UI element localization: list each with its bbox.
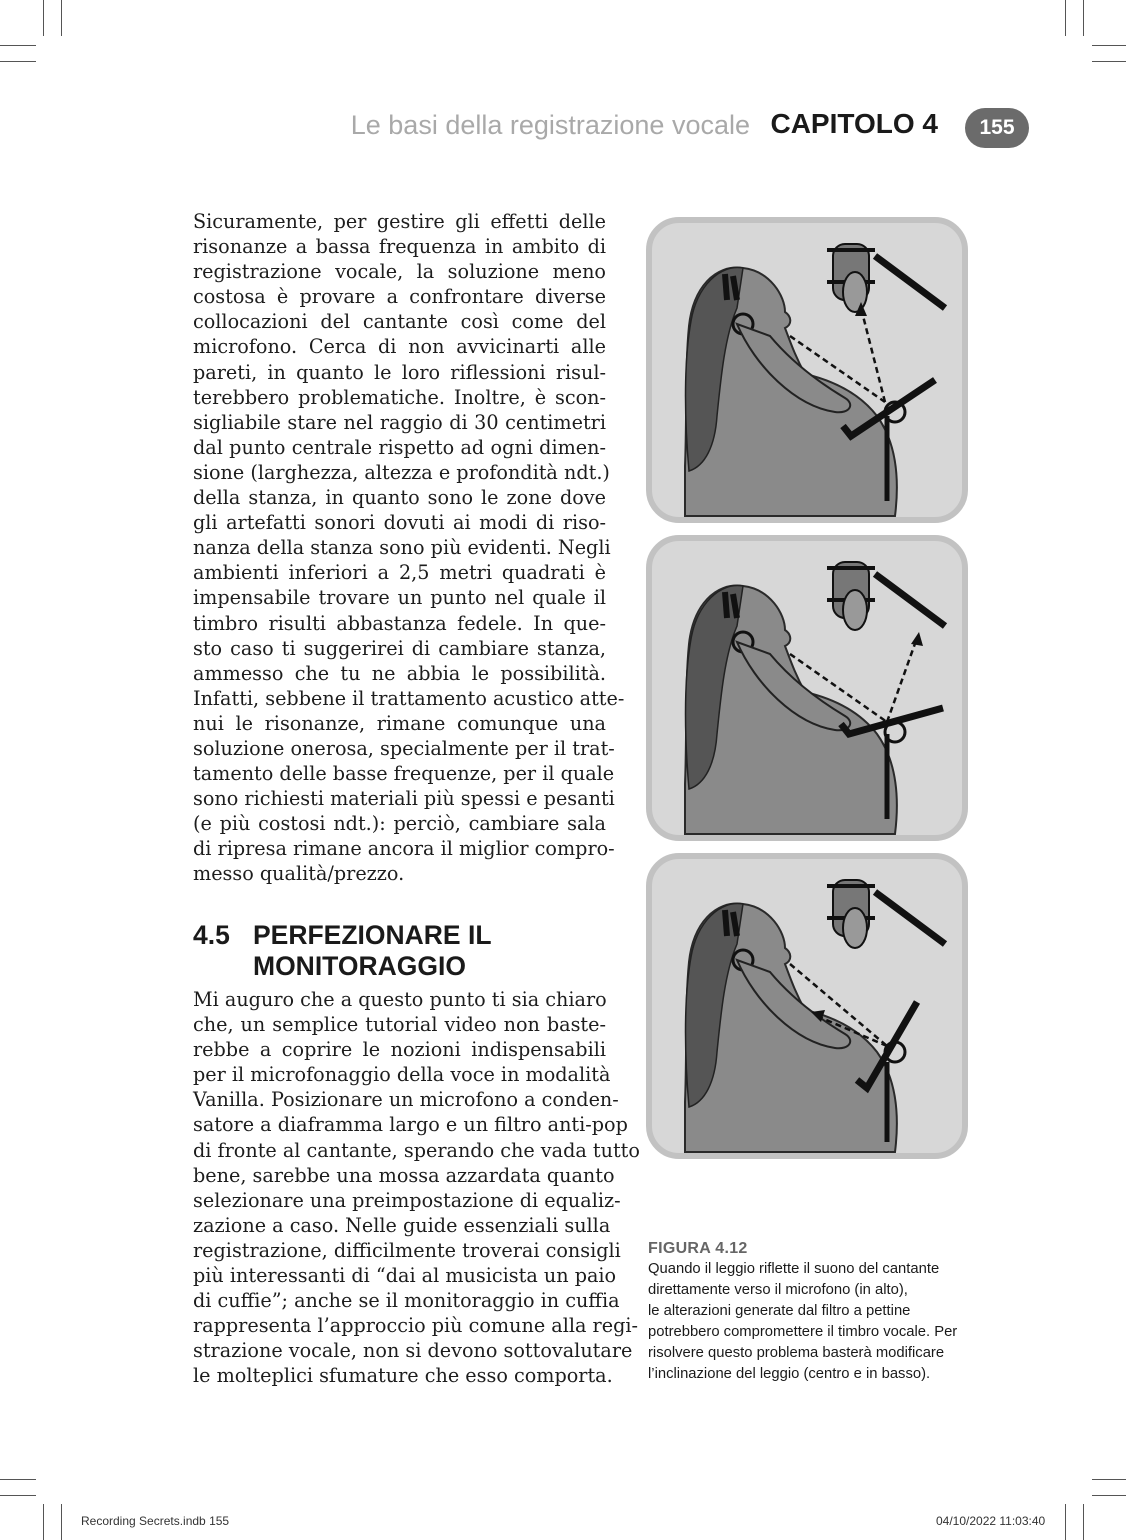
crop-mark — [1092, 45, 1126, 46]
text-line: di fronte al cantante, sperando che vada tutto — [193, 1138, 640, 1162]
text-line: tamento delle basse frequenze, per il quale — [193, 762, 615, 786]
crop-mark — [61, 1504, 62, 1540]
body-paragraph — [193, 987, 640, 1389]
chapter-label: CAPITOLO 4 — [770, 108, 938, 139]
text-line: sto caso ti suggerirei di cambiare stanza, — [193, 636, 606, 660]
text-line: Infatti, sebbene il trattamento acustico atte- — [193, 686, 625, 710]
text-line: Mi auguro che a questo punto ti sia chiaro — [193, 988, 607, 1011]
section-title-line-1: PERFEZIONARE IL — [253, 920, 492, 950]
text-line: sono richiesti materiali più spessi e pesanti — [193, 787, 615, 811]
crop-mark — [0, 1479, 36, 1480]
text-line: satore a diaframma largo e un filtro anti-pop — [193, 1113, 628, 1137]
section-title-line-2: MONITORAGGIO — [253, 951, 466, 981]
page-number-badge: 155 — [965, 108, 1029, 148]
text-line: Sicuramente, per gestire gli effetti delle — [193, 210, 606, 233]
footer-file-info: Recording Secrets.indb 155 — [81, 1514, 230, 1528]
text-line: gli artefatti sonori dovuti ai modi di riso- — [193, 511, 606, 535]
crop-mark — [1083, 0, 1084, 36]
figure-panel-middle — [645, 534, 969, 842]
text-line: registrazione, difficilmente troverai consigli — [193, 1238, 621, 1262]
running-header — [0, 106, 1126, 150]
section-number: 4.5 — [193, 920, 230, 950]
text-line: registrazione vocale, la soluzione meno — [193, 260, 606, 284]
figure-caption — [648, 1240, 978, 1385]
caption-text — [648, 1259, 978, 1385]
text-line: per il microfonaggio della voce in modalità — [193, 1063, 611, 1087]
text-line: di ripresa rimane ancora il miglior compro- — [193, 837, 615, 861]
text-line: (e più costosi ndt.): perciò, cambiare sala — [193, 812, 606, 836]
text-line: ammesso che tu ne abbia le possibilità. — [193, 661, 606, 685]
text-line: dal punto centrale rispetto ad ogni dimen- — [193, 435, 606, 459]
text-line: Quando il leggio riflette il suono del cantante — [648, 1261, 940, 1277]
crop-mark — [1092, 1479, 1126, 1480]
text-line: selezionare una preimpostazione di equaliz- — [193, 1188, 621, 1212]
text-line: nanza della stanza sono più evidenti. Negli — [193, 536, 611, 560]
text-line: sigliabile stare nel raggio di 30 centimetri — [193, 410, 606, 434]
text-line: strazione vocale, non si devono sottovalutare — [193, 1339, 633, 1363]
text-line: più interessanti di “dai al musicista un paio — [193, 1264, 617, 1288]
text-line: pareti, in quanto le loro riflessioni risul- — [193, 360, 606, 384]
text-line: di cuffie”; anche se il monitoraggio in cuffia — [193, 1289, 620, 1313]
text-line: impensabile trovare un punto nel quale il — [193, 586, 606, 610]
crop-mark — [1092, 61, 1126, 62]
text-line: bene, sarebbe una mossa azzardata quanto — [193, 1163, 615, 1187]
figure-panel-bottom — [645, 852, 969, 1160]
text-line: rappresenta l’approccio più comune alla regi- — [193, 1314, 638, 1338]
text-line: risonanze a bassa frequenza in ambito di — [193, 235, 606, 259]
text-line: ambienti inferiori a 2,5 metri quadrati è — [193, 561, 606, 585]
text-line: risolvere questo problema basterà modificare — [648, 1345, 945, 1361]
crop-mark — [43, 1504, 44, 1540]
text-line: della stanza, in quanto sono le zone dove — [193, 486, 606, 510]
text-line: le molteplici sfumature che esso comporta. — [193, 1364, 613, 1388]
chapter-subtitle: Le basi della registrazione vocale — [350, 110, 750, 140]
crop-mark — [0, 1495, 36, 1496]
figure-panel-top — [645, 216, 969, 524]
crop-mark — [0, 61, 36, 62]
crop-mark — [1065, 1504, 1066, 1540]
text-line: direttamente verso il microfono (in alto), — [648, 1282, 908, 1298]
crop-mark — [1092, 1495, 1126, 1496]
crop-mark — [1065, 0, 1066, 36]
text-line: terebbero problematiche. Inoltre, è scon- — [193, 385, 606, 409]
text-line: sione (larghezza, altezza e profondità ndt.) — [193, 460, 610, 484]
text-line: microfono. Cerca di non avvicinarti alle — [193, 335, 606, 359]
text-line: rebbe a coprire le nozioni indispensabili — [193, 1038, 606, 1062]
text-line: timbro risulti abbastanza fedele. In que- — [193, 611, 606, 635]
figure-illustration — [645, 216, 969, 1161]
crop-mark — [61, 0, 62, 36]
text-line: zazione a caso. Nelle guide essenziali sulla — [193, 1213, 611, 1237]
text-line: nui le risonanze, rimane comunque una — [193, 711, 606, 735]
text-line: collocazioni del cantante così come del — [193, 310, 606, 334]
section-heading — [193, 920, 613, 982]
text-line: messo qualità/prezzo. — [193, 862, 405, 886]
text-line: l’inclinazione del leggio (centro e in basso). — [648, 1366, 931, 1382]
crop-mark — [1083, 1504, 1084, 1540]
text-line: soluzione onerosa, specialmente per il trat- — [193, 736, 615, 760]
footer-timestamp: 04/10/2022 11:03:40 — [936, 1514, 1046, 1528]
text-line: Vanilla. Posizionare un microfono a conden- — [193, 1088, 619, 1112]
crop-mark — [0, 45, 36, 46]
caption-title: FIGURA 4.12 — [648, 1240, 748, 1257]
text-line: costosa è provare a confrontare diverse — [193, 285, 606, 309]
text-line: che, un semplice tutorial video non baste- — [193, 1013, 606, 1037]
crop-mark — [43, 0, 44, 36]
text-line: potrebbero compromettere il timbro vocale. Per — [648, 1324, 958, 1340]
text-line: le alterazioni generate dal filtro a pettine — [648, 1303, 911, 1319]
body-paragraph — [193, 209, 625, 887]
